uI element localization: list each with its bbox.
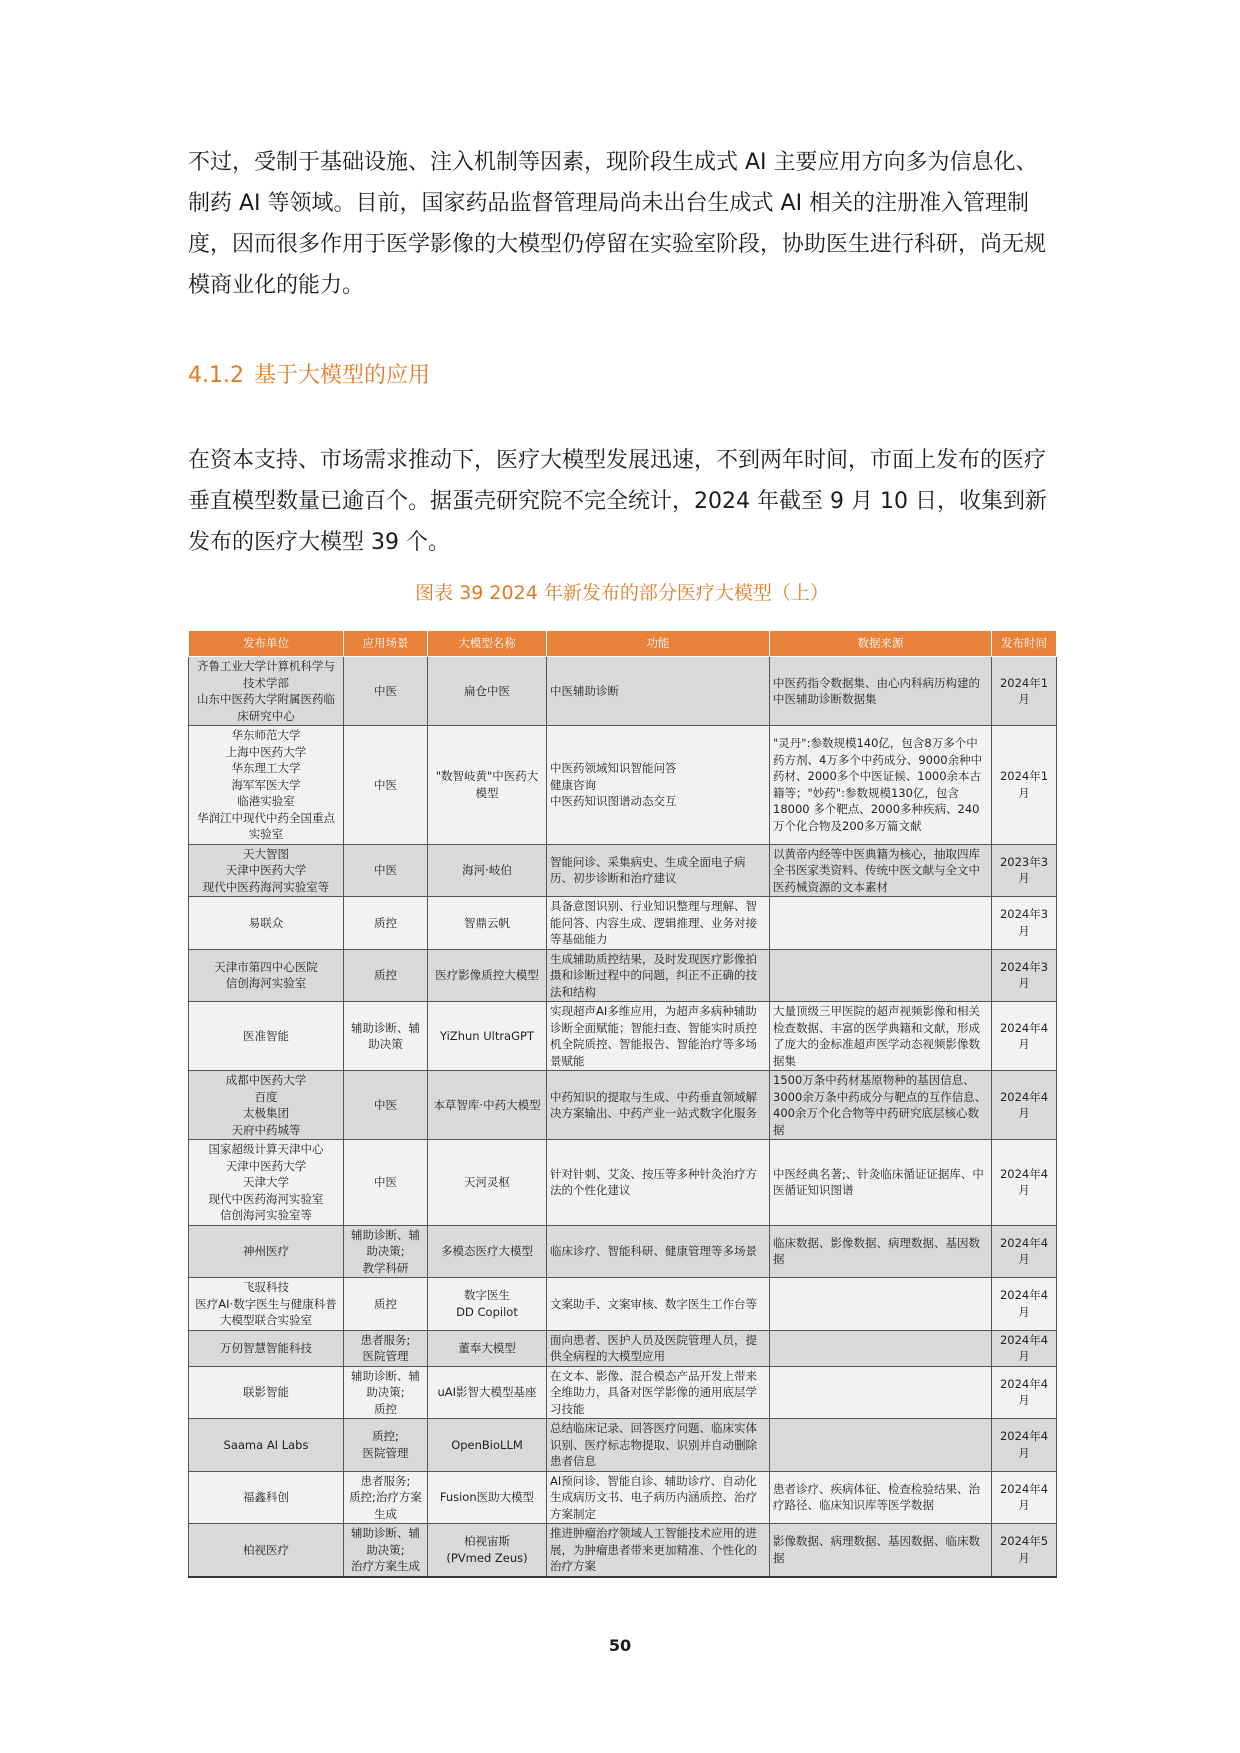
cell-scenario: 辅助诊断、辅助决策 xyxy=(344,1002,428,1071)
cell-publisher: Saama AI Labs xyxy=(189,1419,344,1472)
header-function: 功能 xyxy=(547,631,770,657)
cell-function: 推进肿瘤治疗领域人工智能技术应用的进展，为肿瘤患者带来更加精准、个性化的治疗方案 xyxy=(547,1524,770,1577)
cell-scenario: 质控 xyxy=(344,1278,428,1331)
cell-scenario: 质控 xyxy=(344,897,428,950)
cell-function: 中医药领域知识智能问答 健康咨询 中医药知识图谱动态交互 xyxy=(547,726,770,845)
cell-model-name: 扁仓中医 xyxy=(428,657,547,726)
page-number: 50 xyxy=(608,1636,632,1655)
cell-model-name: 本草智库·中药大模型 xyxy=(428,1071,547,1140)
cell-publisher: 医准智能 xyxy=(189,1002,344,1071)
cell-publisher: 齐鲁工业大学计算机科学与技术学部 山东中医药大学附属医药临床研究中心 xyxy=(189,657,344,726)
cell-model-name: YiZhun UltraGPT xyxy=(428,1002,547,1071)
table-body xyxy=(189,657,1057,1577)
cell-publisher: 国家超级计算天津中心 天津中医药大学 天津大学 现代中医药海河实验室 信创海河实验室等 xyxy=(189,1140,344,1226)
cell-publisher: 华东师范大学 上海中医药大学 华东理工大学 海军军医大学 临港实验室 华润江中现代中药全国重点实验室 xyxy=(189,726,344,845)
cell-publisher: 天大智图 天津中医药大学 现代中医药海河实验室等 xyxy=(189,844,344,897)
header-scenario: 应用场景 xyxy=(344,631,428,657)
table-row xyxy=(189,1524,1057,1577)
cell-function: 中药知识的提取与生成、中药垂直领域解决方案输出、中药产业一站式数字化服务 xyxy=(547,1071,770,1140)
cell-scenario: 辅助诊断、辅助决策; 教学科研 xyxy=(344,1225,428,1278)
cell-publisher: 成都中医药大学 百度 太极集团 天府中药城等 xyxy=(189,1071,344,1140)
cell-release-date: 2024年3月 xyxy=(992,897,1057,950)
cell-model-name: 柏视宙斯 (PVmed Zeus) xyxy=(428,1524,547,1577)
cell-scenario: 质控; 医院管理 xyxy=(344,1419,428,1472)
cell-publisher: 飞驭科技 医疗AI·数字医生与健康科普大模型联合实验室 xyxy=(189,1278,344,1331)
cell-model-name: 智鼎云帆 xyxy=(428,897,547,950)
cell-model-name: "数智岐黄"中医药大模型 xyxy=(428,726,547,845)
cell-release-date: 2024年4月 xyxy=(992,1071,1057,1140)
cell-function: 总结临床记录、回答医疗问题、临床实体识别、医疗标志物提取、识别并自动删除患者信息 xyxy=(547,1419,770,1472)
table-row xyxy=(189,1419,1057,1472)
cell-model-name: uAI影智大模型基座 xyxy=(428,1366,547,1419)
cell-data-source xyxy=(770,1366,992,1419)
cell-release-date: 2024年4月 xyxy=(992,1002,1057,1071)
cell-scenario: 辅助诊断、辅助决策; 治疗方案生成 xyxy=(344,1524,428,1577)
cell-model-name: 董奉大模型 xyxy=(428,1330,547,1366)
cell-release-date: 2024年4月 xyxy=(992,1140,1057,1226)
table-row xyxy=(189,1140,1057,1226)
table-row xyxy=(189,1225,1057,1278)
cell-release-date: 2024年4月 xyxy=(992,1471,1057,1524)
cell-data-source: 中医经典名著;、针灸临床循证证据库、中医循证知识图谱 xyxy=(770,1140,992,1226)
cell-function: 生成辅助质控结果，及时发现医疗影像拍摄和诊断过程中的问题，纠正不正确的技法和结构 xyxy=(547,949,770,1002)
cell-scenario: 中医 xyxy=(344,1071,428,1140)
table-row xyxy=(189,726,1057,845)
cell-release-date: 2024年5月 xyxy=(992,1524,1057,1577)
cell-model-name: 医疗影像质控大模型 xyxy=(428,949,547,1002)
body-paragraph: 在资本支持、市场需求推动下，医疗大模型发展迅速，不到两年时间，市面上发布的医疗垂直模型数量已逾百个。据蛋壳研究院不完全统计，2024 年截至 9 月 10 日，收集到新发布的医疗大模型 39 个。 xyxy=(188,448,1047,555)
cell-data-source: 临床数据、影像数据、病理数据、基因数据 xyxy=(770,1225,992,1278)
cell-data-source: 大量顶级三甲医院的超声视频影像和相关检查数据、丰富的医学典籍和文献，形成了庞大的金标准超声医学动态视频影像数据集 xyxy=(770,1002,992,1071)
cell-publisher: 易联众 xyxy=(189,897,344,950)
cell-data-source: 1500万条中药材基原物种的基因信息、3000余万条中药成分与靶点的互作信息、400余万个化合物等中药研究底层核心数据 xyxy=(770,1071,992,1140)
cell-publisher: 万仞智慧智能科技 xyxy=(189,1330,344,1366)
figure-caption: 图表 39 2024 年新发布的部分医疗大模型（上） xyxy=(415,582,829,604)
header-release-date: 发布时间 xyxy=(992,631,1057,657)
cell-function: 中医辅助诊断 xyxy=(547,657,770,726)
cell-data-source: 以黄帝内经等中医典籍为核心，抽取四库全书医家类资料、传统中医文献与全文中医药械资源的文本素材 xyxy=(770,844,992,897)
cell-function: 实现超声AI多维应用，为超声多病种辅助诊断全面赋能；智能扫查、智能实时质控机全院质控、智能报告、智能治疗等多场景赋能 xyxy=(547,1002,770,1071)
cell-data-source xyxy=(770,1330,992,1366)
cell-data-source: "灵丹":参数规模140亿，包含8万多个中药方剂、4万多个中药成分、9000余种中药材、2000多个中医证候、1000余本古籍等；"妙药":参数规模130亿，包含18000 多个靶点、2000多种疾病、240万个化合物及200多万篇文献 xyxy=(770,726,992,845)
table-row xyxy=(189,1002,1057,1071)
cell-model-name: Fusion医助大模型 xyxy=(428,1471,547,1524)
cell-function: 面向患者、医护人员及医院管理人员，提供全病程的大模型应用 xyxy=(547,1330,770,1366)
cell-scenario: 患者服务; 医院管理 xyxy=(344,1330,428,1366)
cell-scenario: 辅助诊断、辅助决策; 质控 xyxy=(344,1366,428,1419)
cell-release-date: 2024年4月 xyxy=(992,1419,1057,1472)
cell-data-source xyxy=(770,949,992,1002)
cell-publisher: 福鑫科创 xyxy=(189,1471,344,1524)
cell-model-name: 数字医生 DD Copilot xyxy=(428,1278,547,1331)
header-data-source: 数据来源 xyxy=(770,631,992,657)
cell-data-source xyxy=(770,1419,992,1472)
cell-function: 针对针刺、艾灸、按压等多种针灸治疗方法的个性化建议 xyxy=(547,1140,770,1226)
cell-release-date: 2024年1月 xyxy=(992,726,1057,845)
cell-model-name: OpenBioLLM xyxy=(428,1419,547,1472)
medical-models-table xyxy=(188,630,1057,1578)
cell-release-date: 2024年4月 xyxy=(992,1330,1057,1366)
table-row xyxy=(189,657,1057,726)
cell-scenario: 中医 xyxy=(344,1140,428,1226)
cell-release-date: 2024年3月 xyxy=(992,949,1057,1002)
cell-model-name: 海河·岐伯 xyxy=(428,844,547,897)
cell-scenario: 患者服务; 质控;治疗方案生成 xyxy=(344,1471,428,1524)
cell-function: 文案助手、文案审核、数字医生工作台等 xyxy=(547,1278,770,1331)
cell-scenario: 中医 xyxy=(344,726,428,845)
table-row xyxy=(189,897,1057,950)
intro-paragraph: 不过，受制于基础设施、注入机制等因素，现阶段生成式 AI 主要应用方向多为信息化、制药 AI 等领域。目前，国家药品监督管理局尚未出台生成式 AI 相关的注册准入管理制度，因而很多作用于医学影像的大模型仍停留在实验室阶段，协助医生进行科研，尚无规模商业化的能力。 xyxy=(188,150,1047,298)
cell-publisher: 天津市第四中心医院 信创海河实验室 xyxy=(189,949,344,1002)
cell-function: 在文本、影像、混合模态产品开发上带来全维助力，具备对医学影像的通用底层学习技能 xyxy=(547,1366,770,1419)
section-heading xyxy=(188,356,430,396)
cell-function: 具备意图识别、行业知识整理与理解、智能问答、内容生成、逻辑推理、业务对接等基础能力 xyxy=(547,897,770,950)
cell-data-source: 患者诊疗、疾病体征、检查检验结果、治疗路径、临床知识库等医学数据 xyxy=(770,1471,992,1524)
cell-data-source: 中医药指令数据集、由心内科病历构建的中医辅助诊断数据集 xyxy=(770,657,992,726)
cell-function: AI预问诊、智能自诊、辅助诊疗、自动化生成病历文书、电子病历内涵质控、治疗方案制定 xyxy=(547,1471,770,1524)
cell-function: 临床诊疗、智能科研、健康管理等多场景 xyxy=(547,1225,770,1278)
section-title: 基于大模型的应用 xyxy=(253,363,430,388)
cell-scenario: 中医 xyxy=(344,657,428,726)
cell-release-date: 2024年4月 xyxy=(992,1225,1057,1278)
table-row xyxy=(189,1278,1057,1331)
cell-model-name: 多模态医疗大模型 xyxy=(428,1225,547,1278)
cell-scenario: 质控 xyxy=(344,949,428,1002)
section-number: 4.1.2 xyxy=(188,363,244,388)
table-row xyxy=(189,1330,1057,1366)
cell-release-date: 2024年4月 xyxy=(992,1278,1057,1331)
table-header-row xyxy=(189,631,1057,657)
cell-release-date: 2024年4月 xyxy=(992,1366,1057,1419)
cell-publisher: 柏视医疗 xyxy=(189,1524,344,1577)
cell-function: 智能问诊、采集病史、生成全面电子病历、初步诊断和治疗建议 xyxy=(547,844,770,897)
cell-data-source: 影像数据、病理数据、基因数据、临床数据 xyxy=(770,1524,992,1577)
cell-scenario: 中医 xyxy=(344,844,428,897)
cell-model-name: 天河灵枢 xyxy=(428,1140,547,1226)
cell-publisher: 神州医疗 xyxy=(189,1225,344,1278)
cell-data-source xyxy=(770,897,992,950)
table-row xyxy=(189,1471,1057,1524)
table-row xyxy=(189,949,1057,1002)
header-model-name: 大模型名称 xyxy=(428,631,547,657)
cell-publisher: 联影智能 xyxy=(189,1366,344,1419)
cell-release-date: 2023年3月 xyxy=(992,844,1057,897)
cell-data-source xyxy=(770,1278,992,1331)
cell-release-date: 2024年1月 xyxy=(992,657,1057,726)
table-row xyxy=(189,844,1057,897)
table-row xyxy=(189,1366,1057,1419)
header-publisher: 发布单位 xyxy=(189,631,344,657)
table-row xyxy=(189,1071,1057,1140)
